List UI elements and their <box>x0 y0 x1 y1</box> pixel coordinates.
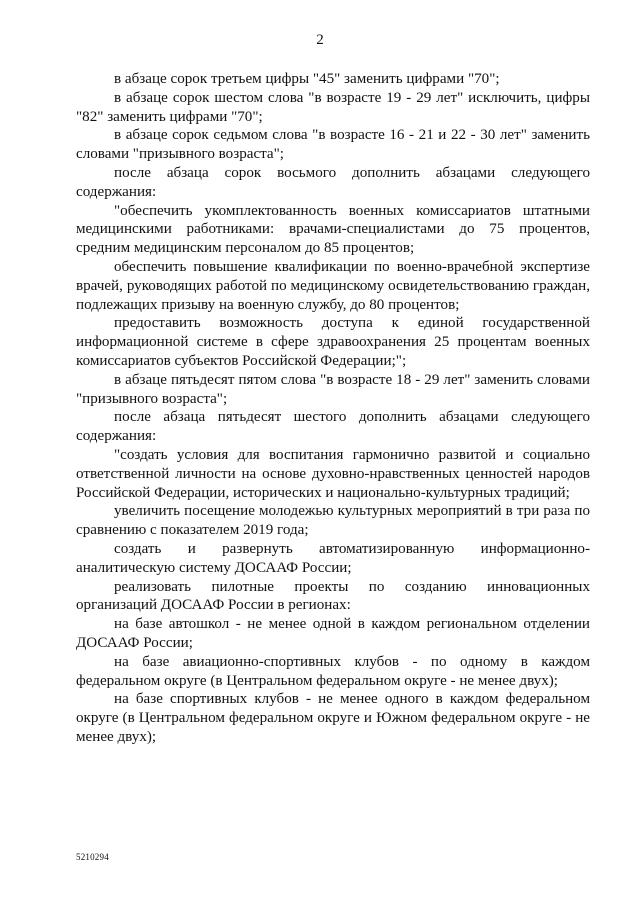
paragraph-3: в абзаце сорок седьмом слова "в возрасте 16 - 21 и 22 - 30 лет" заменить словами "призывного возраста"; <box>76 127 590 163</box>
document-body <box>76 70 590 747</box>
paragraph-1: в абзаце сорок третьем цифры "45" заменить цифрами "70"; <box>114 71 500 87</box>
paragraph-12: создать и развернуть автоматизированную информационно-аналитическую систему ДОСААФ России; <box>76 540 590 576</box>
paragraph-7: предоставить возможность доступа к единой государственной информационной системе в сфере здравоохранения 25 процентам военных комиссариатов субъектов Российской Федерации;"; <box>76 315 590 369</box>
paragraph-6: обеспечить повышение квалификации по военно-врачебной экспертизе врачей, руководящих работой по медицинскому освидетельствованию граждан, подлежащих призыву на военную службу, до 80 процентов; <box>76 258 590 313</box>
paragraph-9: после абзаца пятьдесят шестого дополнить абзацами следующего содержания: <box>76 409 590 445</box>
paragraph-4: после абзаца сорок восьмого дополнить абзацами следующего содержания: <box>76 164 590 200</box>
paragraph-8: в абзаце пятьдесят пятом слова "в возрасте 18 - 29 лет" заменить словами "призывного возраста"; <box>76 371 590 407</box>
paragraph-15: на базе авиационно-спортивных клубов - по одному в каждом федеральном округе (в Центральном федеральном округе - не менее двух); <box>76 653 590 689</box>
document-code: 5210294 <box>76 852 109 862</box>
paragraph-2: в абзаце сорок шестом слова "в возрасте 19 - 29 лет" исключить, цифры "82" заменить цифрами "70"; <box>76 89 590 125</box>
paragraph-5: "обеспечить укомплектованность военных комиссариатов штатными медицинскими работниками: врачами-специалистами до 75 процентов, средним медицинским персоналом до 85 процентов; <box>76 202 590 257</box>
paragraph-13: реализовать пилотные проекты по созданию инновационных организаций ДОСААФ России в регионах: <box>76 578 590 614</box>
paragraph-11: увеличить посещение молодежью культурных мероприятий в три раза по сравнению с показателем 2019 года; <box>76 503 590 539</box>
paragraph-10: "создать условия для воспитания гармонично развитой и социально ответственной личности на основе духовно-нравственных ценностей народов Российской Федерации, исторических и национально-культурных традиций; <box>76 446 590 501</box>
paragraph-14: на базе автошкол - не менее одной в каждом региональном отделении ДОСААФ России; <box>76 616 590 651</box>
paragraph-16: на базе спортивных клубов - не менее одного в каждом федеральном округе (в Центральном федеральном округе и Южном федеральном округе - не менее двух); <box>76 691 590 745</box>
page-number: 2 <box>316 32 324 48</box>
